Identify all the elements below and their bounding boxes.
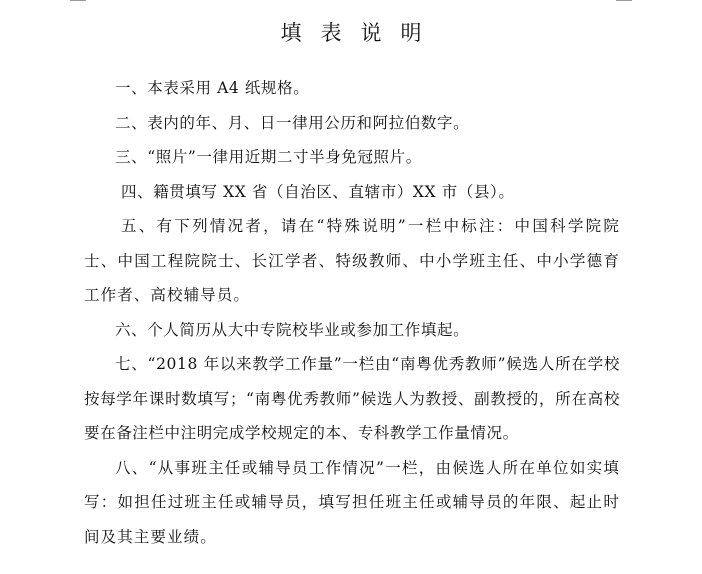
instructions-body xyxy=(84,71,620,554)
instruction-paragraph-1: 一、本表采用 A4 纸规格。 xyxy=(115,79,310,97)
instruction-paragraph-3: 三、“照片”一律用近期二寸半身免冠照片。 xyxy=(115,148,422,166)
instruction-paragraph-7: 七、“2018 年以来教学工作量”一栏由“南粤优秀教师”候选人所在学校按每学年课时数填写；“南粤优秀教师”候选人为教授、副教授的，所在高校要在备注栏中注明完成学校规定的本、专科教学工作量情况。 xyxy=(84,355,620,442)
instruction-paragraph-6: 六、个人简历从大中专院校毕业或参加工作填起。 xyxy=(115,320,470,339)
page-corner-mark-left xyxy=(70,0,86,1)
instruction-paragraph-8: 八、“从事班主任或辅导员工作情况”一栏，由候选人所在单位如实填写：如担任过班主任或辅导员，填写担任班主任或辅导员的年限、起止时间及其主要业绩。 xyxy=(84,458,620,546)
instruction-paragraph-5: 五、有下列情况者，请在“特殊说明”一栏中标注：中国科学院院士、中国工程院院士、长江学者、特级教师、中小学班主任、中小学德育工作者、高校辅导员。 xyxy=(84,217,620,304)
document-title: 填表说明 xyxy=(280,21,441,46)
instruction-paragraph-4: 四、籍贯填写 XX 省（自治区、直辖市）XX 市（县）。 xyxy=(121,182,515,201)
instruction-paragraph-2: 二、表内的年、月、日一律用公历和阿拉伯数字。 xyxy=(115,113,470,132)
page-corner-mark-right xyxy=(616,0,632,1)
